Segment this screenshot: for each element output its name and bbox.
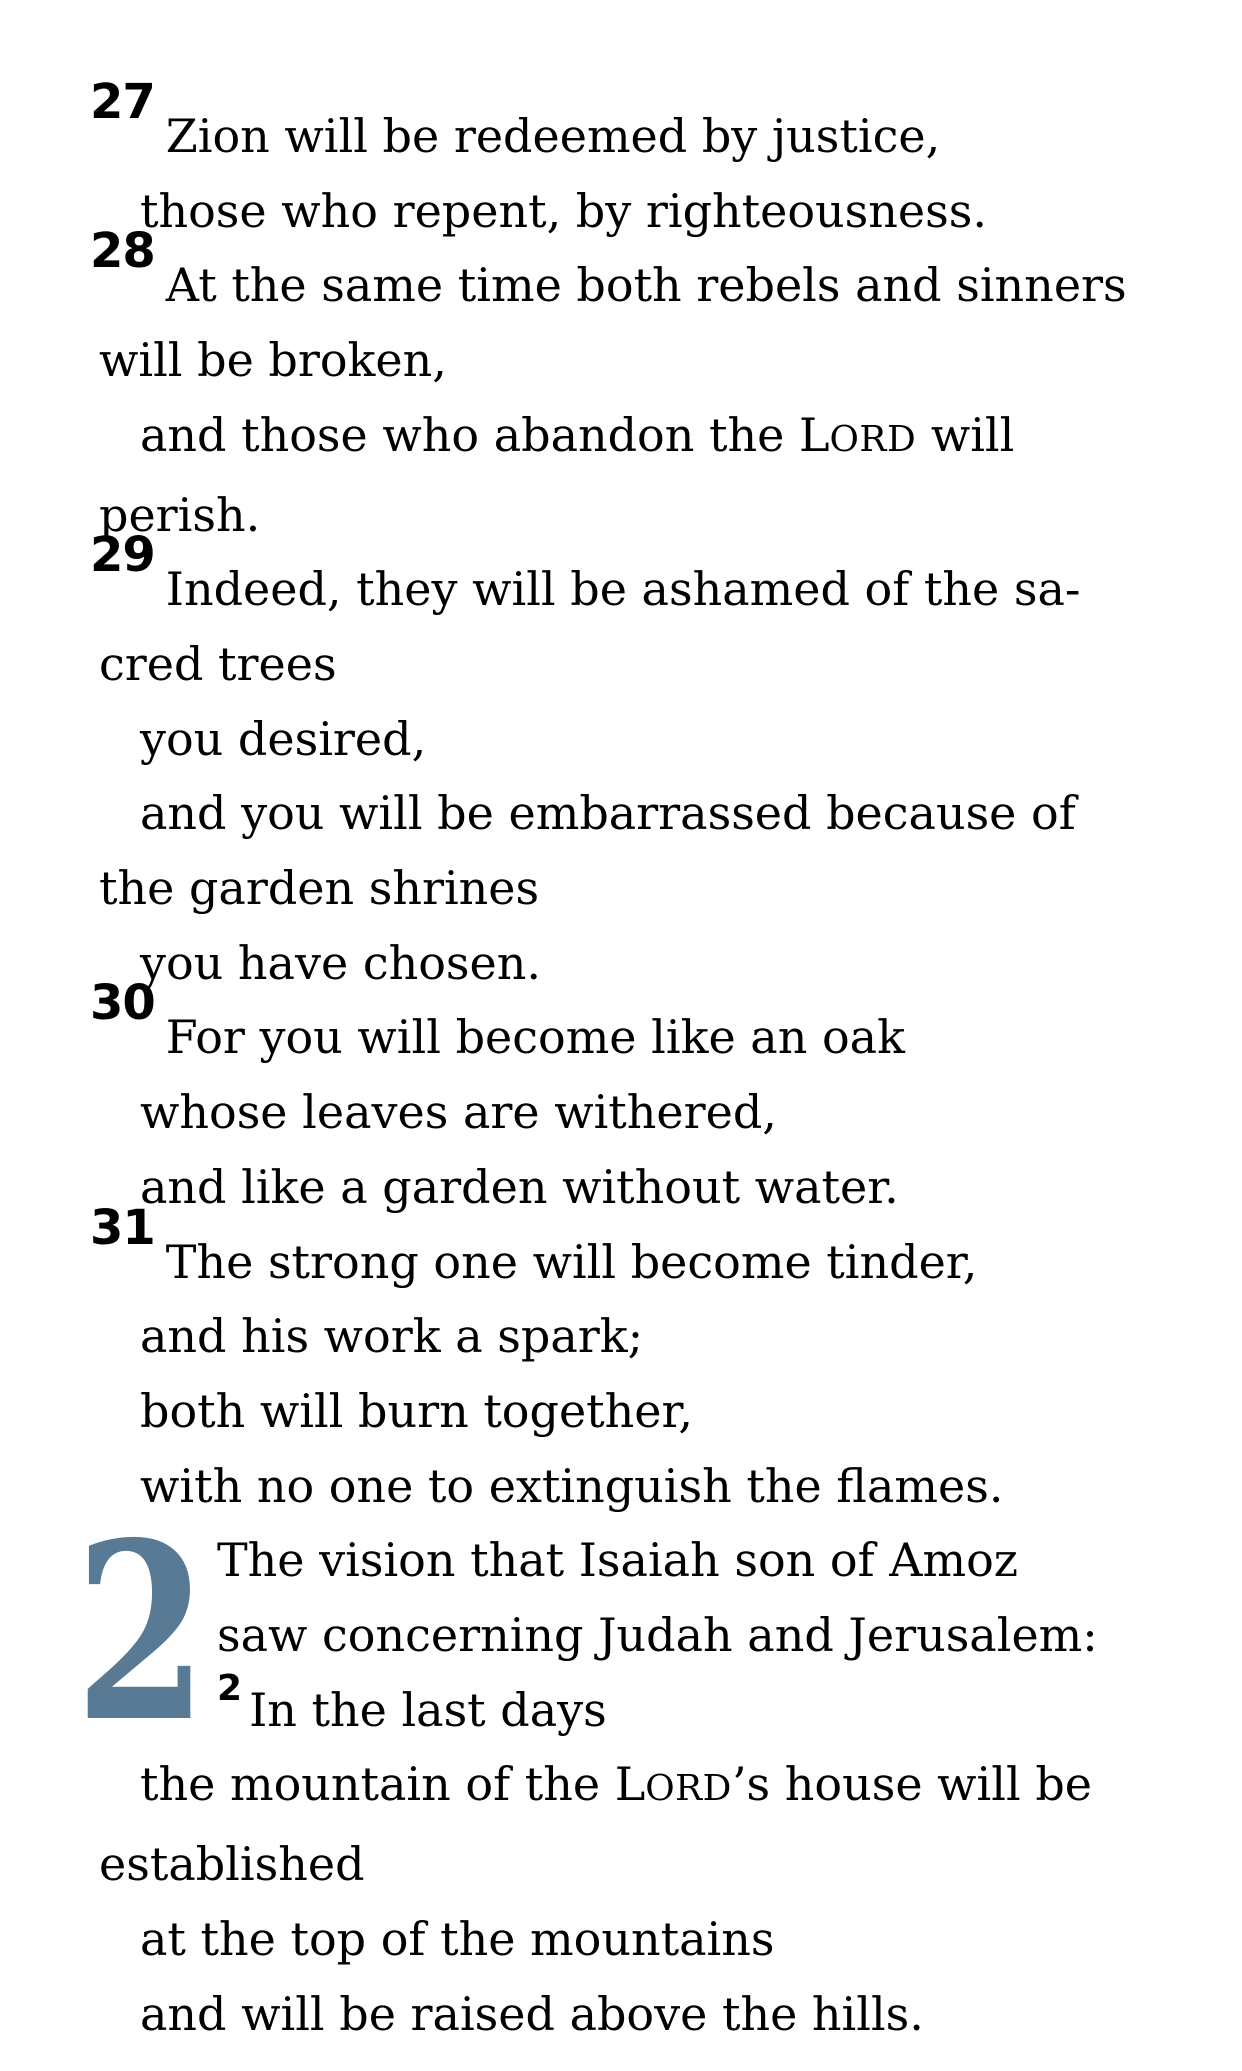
verse-line: 2 In the last days <box>217 1667 607 1737</box>
poetry-line: will be broken, <box>99 333 447 388</box>
poetry-line: the mountain of the LORD’s house will be <box>140 1757 1092 1812</box>
verse-line: 29Indeed, they will be ashamed of the sa- <box>90 527 1081 617</box>
lord-smallcaps: ORD <box>829 418 917 460</box>
chapter-number <box>75 1489 208 1777</box>
poetry-line: and his work a spark; <box>140 1309 644 1364</box>
poetry-line: you have chosen. <box>140 935 541 990</box>
lord-smallcaps: ORD <box>645 1768 732 1810</box>
poetry-line: and those who abandon the LORD will <box>140 407 1015 462</box>
poetry-line: established <box>99 1837 365 1892</box>
verse-line: 30For you will become like an oak <box>90 975 905 1065</box>
poetry-line: those who repent, by righteousness. <box>140 183 987 238</box>
verse-line: 28At the same time both rebels and sinners <box>90 223 1127 313</box>
poetry-line: the garden shrines <box>99 861 540 916</box>
poetry-line: perish. <box>99 487 261 542</box>
poetry-line: and like a garden without water. <box>140 1159 899 1214</box>
poetry-line: you desired, <box>140 711 427 766</box>
chapter-intro-line: saw concerning Judah and Jerusalem: <box>217 1608 1098 1663</box>
poetry-line: and you will be embarrassed because of <box>140 786 1076 841</box>
chapter-intro-line: The vision that Isaiah son of Amoz <box>217 1533 1019 1588</box>
chapter-number-glyph: 2 <box>75 1489 208 1777</box>
chapter-1-poetry <box>0 74 1242 1523</box>
poetry-line: at the top of the mountains <box>140 1911 775 1966</box>
poetry-line: and will be raised above the hills. <box>140 1986 924 2041</box>
verse-line: 31The strong one will become tinder, <box>90 1199 978 1289</box>
poetry-line: both will burn together, <box>140 1383 694 1438</box>
verse-line: 27Zion will be redeemed by justice, <box>90 74 941 163</box>
poetry-line: whose leaves are withered, <box>140 1085 777 1140</box>
chapter-2-opening <box>0 1489 1242 2051</box>
poetry-line: with no one to extinguish the flames. <box>140 1458 1004 1513</box>
poetry-line: cred trees <box>99 636 337 691</box>
